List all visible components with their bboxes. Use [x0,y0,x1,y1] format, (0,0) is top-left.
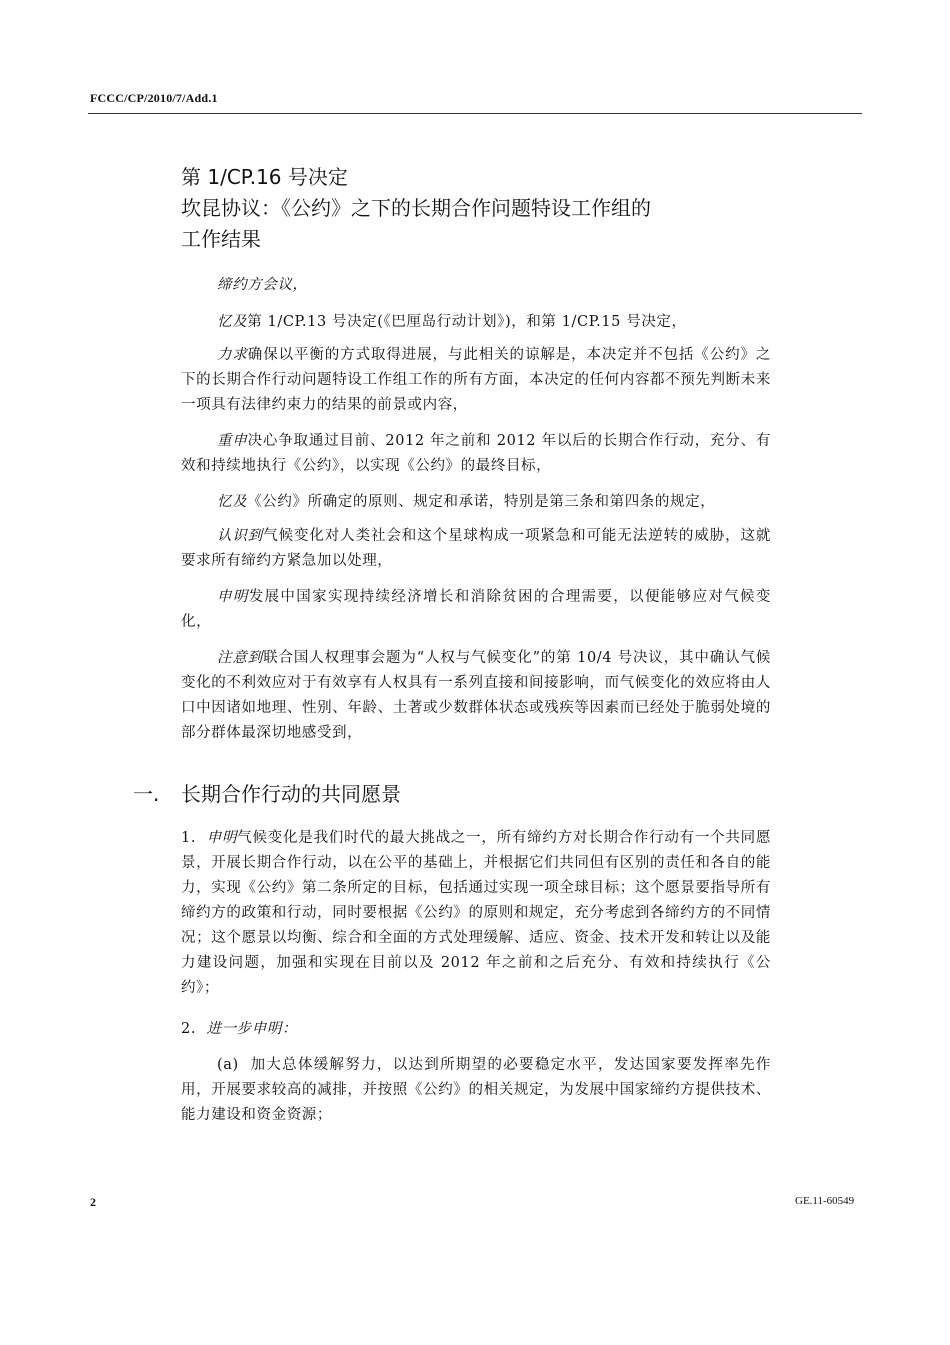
preamble-lead: 缔约方会议， [217,277,308,293]
preamble-lead: 认识到 [217,528,264,544]
preamble-lead: 力求 [217,347,248,363]
preamble-paragraph [181,585,771,635]
paragraph-text: 气候变化是我们时代的最大挑战之一，所有缔约方对长期合作行动有一个共同愿景，开展长期合作行动，以在公平的基础上，并根据它们共同但有区别的责任和各自的能力，实现《公约》第二条所定的目标，包括通过实现一项全球目标；这个愿景要指导所有缔约方的政策和行动，同时要根据《公约》的原则和规定，充分考虑到各缔约方的不同情况；这个愿景以均衡、综合和全面的方式处理缓解、适应、资金、技术开发和转让以及能力建设问题，加强和实现在目前以及 2012 年之前和之后充分、有效和持续执行《公约》； [181,830,772,996]
preamble-lead: 申明 [217,589,249,605]
preamble-text: 决心争取通过目前、2012 年之前和 2012 年以后的长期合作行动，充分、有效和持续地执行《公约》，以实现《公约》的最终目标， [181,433,771,474]
preamble-paragraph [181,646,771,746]
preamble-text: 联合国人权理事会题为“人权与气候变化”的第 10/4 号决议，其中确认气候变化的不利效应对于有效享有人权具有一系列直接和间接影响，而气候变化的效应将由人口中因诸如地理、性别、年龄、土著或少数群体状态或残疾等因素而已经处于脆弱处境的部分群体最深切地感受到， [181,650,771,741]
page-number: 2 [90,1195,96,1209]
header-divider [88,113,862,114]
title-line-3: 工作结果 [181,227,261,251]
preamble-lead: 忆及 [217,494,248,510]
preamble-paragraph [181,429,771,479]
numbered-paragraph [181,1017,771,1042]
subparagraph-label: (a) [217,1057,239,1073]
numbered-paragraph [181,826,771,1001]
title-line-2: 坎昆协议：《公约》之下的长期合作问题特设工作组的 [181,196,651,220]
preamble-lead: 注意到 [217,650,264,666]
preamble-text: 第 1/CP.13 号决定(《巴厘岛行动计划》)，和第 1/CP.15 号决定， [247,314,687,330]
paragraph-lead: 进一步申明： [206,1021,298,1037]
paragraph-lead: 申明 [206,830,238,846]
paragraph-number: 1. [181,830,197,846]
subparagraph [181,1053,771,1128]
section-number: 一. [133,782,160,806]
preamble-paragraph [181,273,771,312]
document-code: FCCC/CP/2010/7/Add.1 [90,91,218,105]
preamble-paragraph [181,490,771,515]
title-line-1: 第 1/CP.16 号决定 [181,165,348,189]
subparagraph-text: 加大总体缓解努力，以达到所期望的必要稳定水平，发达国家要发挥率先作用，开展要求较高的减排，并按照《公约》的相关规定，为发展中国家缔约方提供技术、能力建设和资金资源； [181,1057,772,1123]
document-id: GE.11-60549 [795,1195,855,1207]
preamble-text: 确保以平衡的方式取得进展，与此相关的谅解是，本决定并不包括《公约》之下的长期合作行动问题特设工作组工作的所有方面，本决定的任何内容都不预先判断未来一项具有法律约束力的结果的前景或内容， [181,347,771,413]
preamble-text: 《公约》所确定的原则、规定和承诺，特别是第三条和第四条的规定， [247,494,716,510]
preamble-paragraph [181,310,771,335]
preamble-paragraph [181,524,771,574]
section-title: 长期合作行动的共同愿景 [181,782,401,806]
section-heading [133,778,401,807]
preamble-paragraph [181,343,771,418]
decision-title [181,162,781,255]
preamble-text: 发展中国家实现持续经济增长和消除贫困的合理需要，以便能够应对气候变化， [181,589,771,630]
preamble-text: 气候变化对人类社会和这个星球构成一项紧急和可能无法逆转的威胁，这就要求所有缔约方紧急加以处理， [181,528,771,569]
preamble-lead: 重申 [217,433,248,449]
preamble-lead: 忆及 [217,314,248,330]
paragraph-number: 2. [181,1021,197,1037]
